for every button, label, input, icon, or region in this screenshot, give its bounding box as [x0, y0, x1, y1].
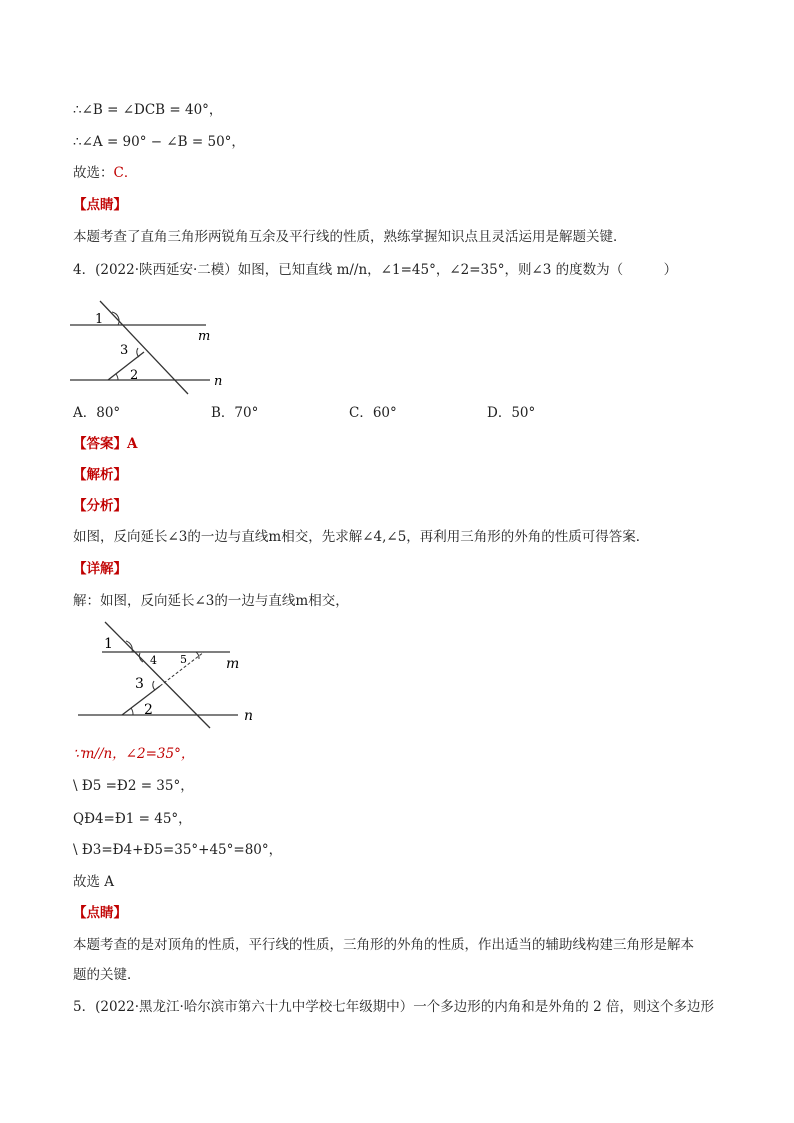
fig2-label-m: m [226, 656, 240, 672]
fig1-label-2: 2 [130, 368, 139, 383]
fig1-label-1: 1 [95, 312, 104, 327]
fenxi-text: 如图，反向延长∠3的一边与直线m相交，先求解∠4,∠5，再利用三角形的外角的性质可得答案． [73, 529, 650, 545]
tag-answer: 【答案】A [73, 436, 138, 452]
tag-dianjing-1: 【点睛】 [73, 197, 127, 213]
step-line-2: ∴∠A = 90° − ∠B = 50°， [73, 134, 245, 150]
fig2-label-n: n [244, 708, 254, 724]
solution-step-4: \ Ð3=Ð4+Ð5=35°+45°=80°， [73, 842, 283, 858]
solution-step-5: 故选 A [73, 874, 115, 890]
fig2-arc-3 [153, 681, 155, 690]
solution-step-1: ∵m//n，∠2=35°， [73, 746, 195, 762]
fig1-label-3: 3 [120, 343, 129, 358]
fig1-label-m: m [198, 329, 211, 344]
figure-1 [60, 296, 230, 400]
tag-fenxi: 【分析】 [73, 498, 127, 514]
tag-xiangjie: 【详解】 [73, 561, 127, 577]
fig2-label-1: 1 [104, 636, 113, 652]
fig2-transversal [105, 622, 210, 728]
choose-answer: C． [113, 165, 138, 181]
choose-prefix: 故选： [73, 165, 114, 181]
solution-step-3: QÐ4=Ð1 = 45°， [73, 811, 192, 827]
fig2-label-3: 3 [135, 676, 144, 692]
dianjing-text-2b: 题的关键． [73, 967, 141, 983]
solution-step-2: \ Ð5 =Ð2 = 35°， [73, 778, 194, 794]
fig2-label-5: 5 [180, 653, 187, 666]
question-5: 5．(2022·黑龙江·哈尔滨市第六十九中学校七年级期中）一个多边形的内角和是外角的 2 倍，则这个多边形 [73, 999, 714, 1015]
question-4: 4．(2022·陕西延安·二模）如图，已知直线 m//n，∠1=45°，∠2=35°，则∠3 的度数为（ ） [73, 262, 678, 278]
xiangjie-text: 解：如图，反向延长∠3的一边与直线m相交， [73, 593, 349, 609]
step-line-3 [73, 164, 137, 182]
fig2-label-4: 4 [150, 654, 157, 667]
dianjing-text-2a: 本题考查的是对顶角的性质，平行线的性质，三角形的外角的性质，作出适当的辅助线构建三角形是解本 [73, 937, 694, 953]
figure-2 [70, 618, 260, 730]
step-line-1: ∴∠B = ∠DCB = 40°， [73, 102, 223, 118]
fig1-arc-2 [116, 374, 118, 380]
fig2-label-2: 2 [144, 702, 153, 718]
option-c: C．60° [349, 405, 397, 421]
dianjing-text-1: 本题考查了直角三角形两锐角互余及平行线的性质，熟练掌握知识点且灵活运用是解题关键． [73, 229, 627, 245]
tag-jiexi: 【解析】 [73, 467, 127, 483]
tag-dianjing-2: 【点睛】 [73, 905, 127, 921]
fig2-arc-2 [131, 708, 133, 715]
fig1-label-n: n [214, 374, 223, 389]
option-b: B．70° [211, 405, 259, 421]
option-d: D．50° [487, 405, 536, 421]
option-a: A．80° [73, 405, 121, 421]
